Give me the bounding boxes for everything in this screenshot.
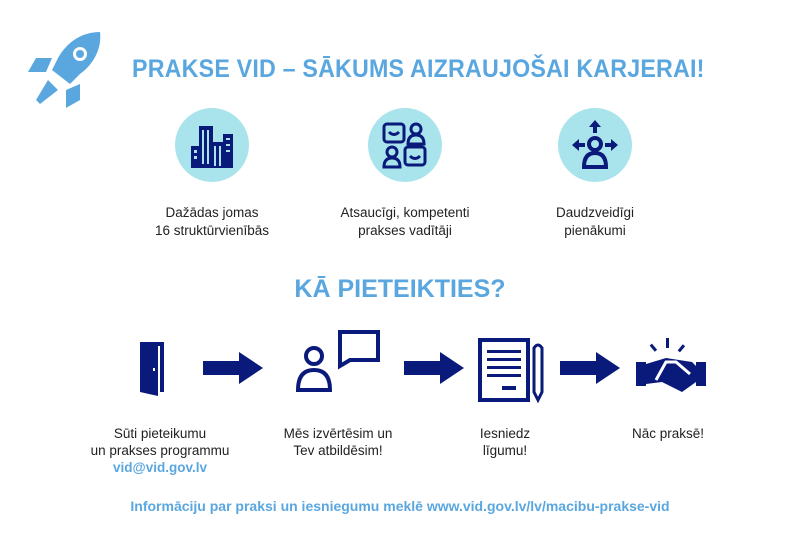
footer-info: Informāciju par praksi un iesniegumu meklē www.vid.gov.lv/lv/macibu-prakse-vid [130, 498, 670, 514]
person-speech-icon [294, 328, 384, 399]
feature-label: Atsaucīgi, kompetenti prakses vadītāji [340, 205, 470, 238]
buildings-icon [175, 108, 249, 182]
arrow-right-icon [560, 352, 620, 389]
step-label: Mēs izvērtēsim un Tev atbildēsim! [283, 426, 393, 458]
arrow-right-icon [203, 352, 263, 389]
page-title: PRAKSE VID – SĀKUMS AIZRAUJOŠAI KARJERAI! [132, 55, 705, 83]
section-title: KĀ PIETEIKTIES? [294, 275, 506, 303]
handshake-icon [634, 336, 708, 407]
step-label: Sūti pieteikumu un prakses programmu vid@vid.gov.lv [60, 425, 260, 476]
step-label: Nāc praksē! [631, 426, 705, 441]
rocket-icon [22, 28, 112, 115]
person-arrows-icon [558, 108, 632, 182]
document-pen-icon [478, 338, 548, 409]
email-link[interactable]: vid@vid.gov.lv [113, 460, 207, 475]
door-icon [138, 338, 168, 403]
step-label: Iesniedz līgumu! [479, 426, 531, 458]
feature-label: Dažādas jomas 16 struktūrvienībās [154, 205, 270, 238]
arrow-right-icon [404, 352, 464, 389]
people-chat-icon [368, 108, 442, 182]
feature-label: Daudzveidīgi pienākumi [555, 205, 635, 238]
